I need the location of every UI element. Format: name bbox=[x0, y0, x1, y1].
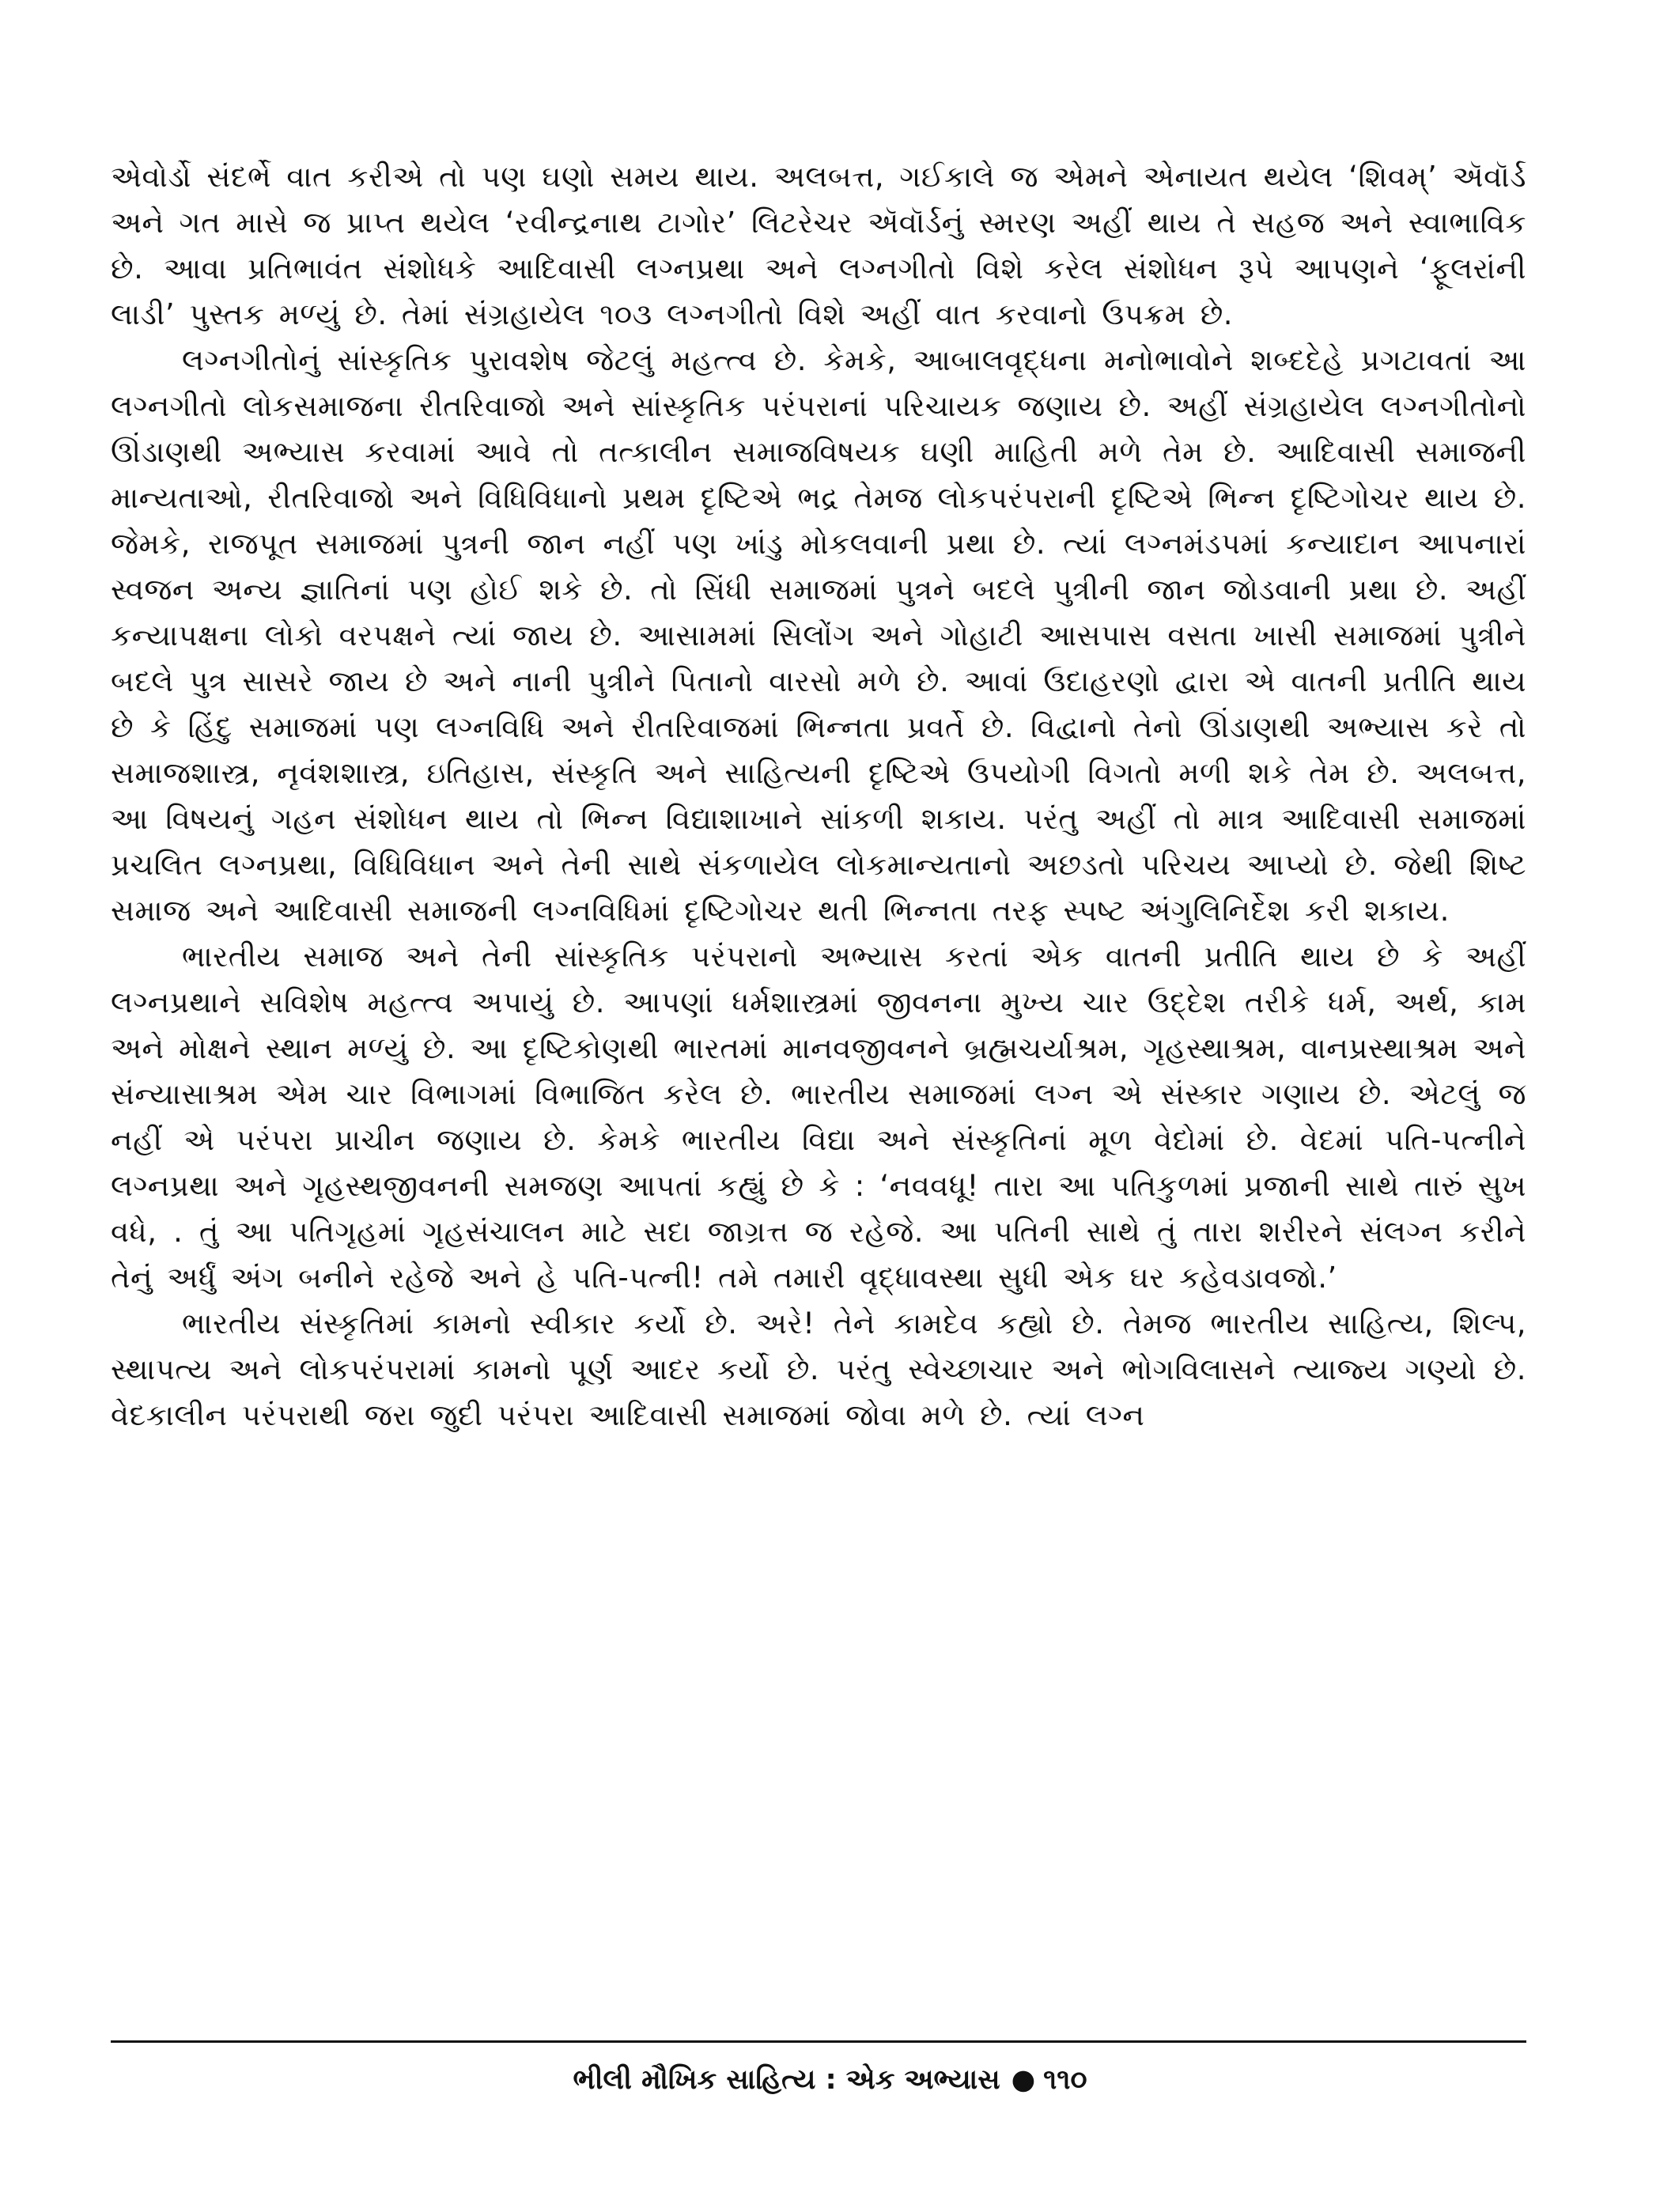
footer-bullet-icon: ● bbox=[1011, 2064, 1036, 2096]
paragraph-2: લગ્નગીતોનું સાંસ્કૃતિક પુરાવશેષ જેટલું મહત્ત્વ છે. કેમકે, આબાલવૃદ્ધના મનોભાવોને શબ્દદેહે પ્રગટાવતાં આ લગ્નગીતો લોકસમાજના રીતરિવાજો અને સાંસ્કૃતિક પરંપરાનાં પરિચાયક જણાય છે. અહીં સંગ્રહાયેલ લગ્નગીતોનો ઊંડાણથી અભ્યાસ કરવામાં આવે તો તત્કાલીન સમાજવિષયક ઘણી માહિતી મળે તેમ છે. આદિવાસી સમાજની માન્યતાઓ, રીતરિવાજો અને વિધિવિધાનો પ્રથમ દૃષ્ટિએ ભદ્ર તેમજ લોકપરંપરાની દૃષ્ટિએ ભિન્ન દૃષ્ટિગોચર થાય છે. જેમકે, રાજપૂત સમાજમાં પુત્રની જાન નહીં પણ ખાંડુ મોકલવાની પ્રથા છે. ત્યાં લગ્નમંડપમાં કન્યાદાન આપનારાં સ્વજન અન્ય જ્ઞાતિનાં પણ હોઈ શકે છે. તો સિંધી સમાજમાં પુત્રને બદલે પુત્રીની જાન જોડવાની પ્રથા છે. અહીં કન્યાપક્ષના લોકો વરપક્ષને ત્યાં જાય છે. આસામમાં સિલોંગ અને ગોહાટી આસપાસ વસતા ખાસી સમાજમાં પુત્રીને બદલે પુત્ર સાસરે જાય છે અને નાની પુત્રીને પિતાનો વારસો મળે છે. આવાં ઉદાહરણો દ્વારા એ વાતની પ્રતીતિ થાય છે કે હિંદુ સમાજમાં પણ લગ્નવિધિ અને રીતરિવાજમાં ભિન્નતા પ્રવર્તે છે. વિદ્વાનો તેનો ઊંડાણથી અભ્યાસ કરે તો સમાજશાસ્ત્ર, નૃવંશશાસ્ત્ર, ઇતિહાસ, સંસ્કૃતિ અને સાહિત્યની દૃષ્ટિએ ઉપયોગી વિગતો મળી શકે તેમ છે. અલબત્ત, આ વિષયનું ગહન સંશોધન થાય તો ભિન્ન વિદ્યાશાખાને સાંકળી શકાય. પરંતુ અહીં તો માત્ર આદિવાસી સમાજમાં પ્રચલિત લગ્નપ્રથા, વિધિવિધાન અને તેની સાથે સંકળાયેલ લોકમાન્યતાનો અછડતો પરિચય આપ્યો છે. જેથી શિષ્ટ સમાજ અને આદિવાસી સમાજની લગ્નવિધિમાં દૃષ્ટિગોચર થતી ભિન્નતા તરફ સ્પષ્ટ અંગુલિનિર્દેશ કરી શકાય. bbox=[111, 343, 1526, 928]
paragraph-3: ભારતીય સમાજ અને તેની સાંસ્કૃતિક પરંપરાનો અભ્યાસ કરતાં એક વાતની પ્રતીતિ થાય છે કે અહીં લગ્નપ્રથાને સવિશેષ મહત્ત્વ અપાયું છે. આપણાં ધર્મશાસ્ત્રમાં જીવનના મુખ્ય ચાર ઉદ્દેશ તરીકે ધર્મ, અર્થ, કામ અને મોક્ષને સ્થાન મળ્યું છે. આ દૃષ્ટિકોણથી ભારતમાં માનવજીવનને બ્રહ્મચર્યાશ્રમ, ગૃહસ્થાશ્રમ, વાનપ્રસ્થાશ્રમ અને સંન્યાસાશ્રમ એમ ચાર વિભાગમાં વિભાજિત કરેલ છે. ભારતીય સમાજમાં લગ્ન એ સંસ્કાર ગણાય છે. એટલું જ નહીં એ પરંપરા પ્રાચીન જણાય છે. કેમકે ભારતીય વિદ્યા અને સંસ્કૃતિનાં મૂળ વેદોમાં છે. વેદમાં પતિ-પત્નીને લગ્નપ્રથા અને ગૃહસ્થજીવનની સમજણ આપતાં કહ્યું છે કે : ‘નવવધૂ! તારા આ પતિકુળમાં પ્રજાની સાથે તારું સુખ વધે, . તું આ પતિગૃહમાં ગૃહસંચાલન માટે સદા જાગ્રત્ત જ રહેજે. આ પતિની સાથે તું તારા શરીરને સંલગ્ન કરીને તેનું અર્ધું અંગ બનીને રહેજે અને હે પતિ-પત્ની! તમે તમારી વૃદ્ધાવસ્થા સુધી એક ઘર કહેવડાવજો.’ bbox=[111, 940, 1526, 1295]
footer-rule bbox=[111, 2040, 1526, 2043]
page-footer bbox=[0, 2060, 1660, 2100]
footer-book-title: ભીલી મૌખિક સાહિત્ય : એક અભ્યાસ bbox=[573, 2064, 1000, 2096]
paragraph-1: એવોર્ડો સંદર્ભે વાત કરીએ તો પણ ઘણો સમય થાય. અલબત્ત, ગઈકાલે જ એમને એનાયત થયેલ ‘શિવમ્’ ઍવૉર્ડ અને ગત માસે જ પ્રાપ્ત થયેલ ‘રવીન્દ્રનાથ ટાગોર’ લિટરેચર ઍવૉર્ડનું સ્મરણ અહીં થાય તે સહજ અને સ્વાભાવિક છે. આવા પ્રતિભાવંત સંશોધકે આદિવાસી લગ્નપ્રથા અને લગ્નગીતો વિશે કરેલ સંશોધન રૂપે આપણને ‘ફૂલરાંની લાડી’ પુસ્તક મળ્યું છે. તેમાં સંગ્રહાયેલ ૧૦૩ લગ્નગીતો વિશે અહીં વાત કરવાનો ઉપક્રમ છે. bbox=[111, 160, 1526, 331]
body-text bbox=[111, 154, 1526, 1439]
paragraph-4: ભારતીય સંસ્કૃતિમાં કામનો સ્વીકાર કર્યો છે. અરે! તેને કામદેવ કહ્યો છે. તેમજ ભારતીય સાહિત્ય, શિલ્પ, સ્થાપત્ય અને લોકપરંપરામાં કામનો પૂર્ણ આદર કર્યો છે. પરંતુ સ્વેચ્છાચાર અને ભોગવિલાસને ત્યાજ્ય ગણ્યો છે. વેદકાલીન પરંપરાથી જરા જુદી પરંપરા આદિવાસી સમાજમાં જોવા મળે છે. ત્યાં લગ્ન bbox=[111, 1306, 1526, 1432]
footer-page-number: ૧૧૦ bbox=[1043, 2064, 1087, 2096]
